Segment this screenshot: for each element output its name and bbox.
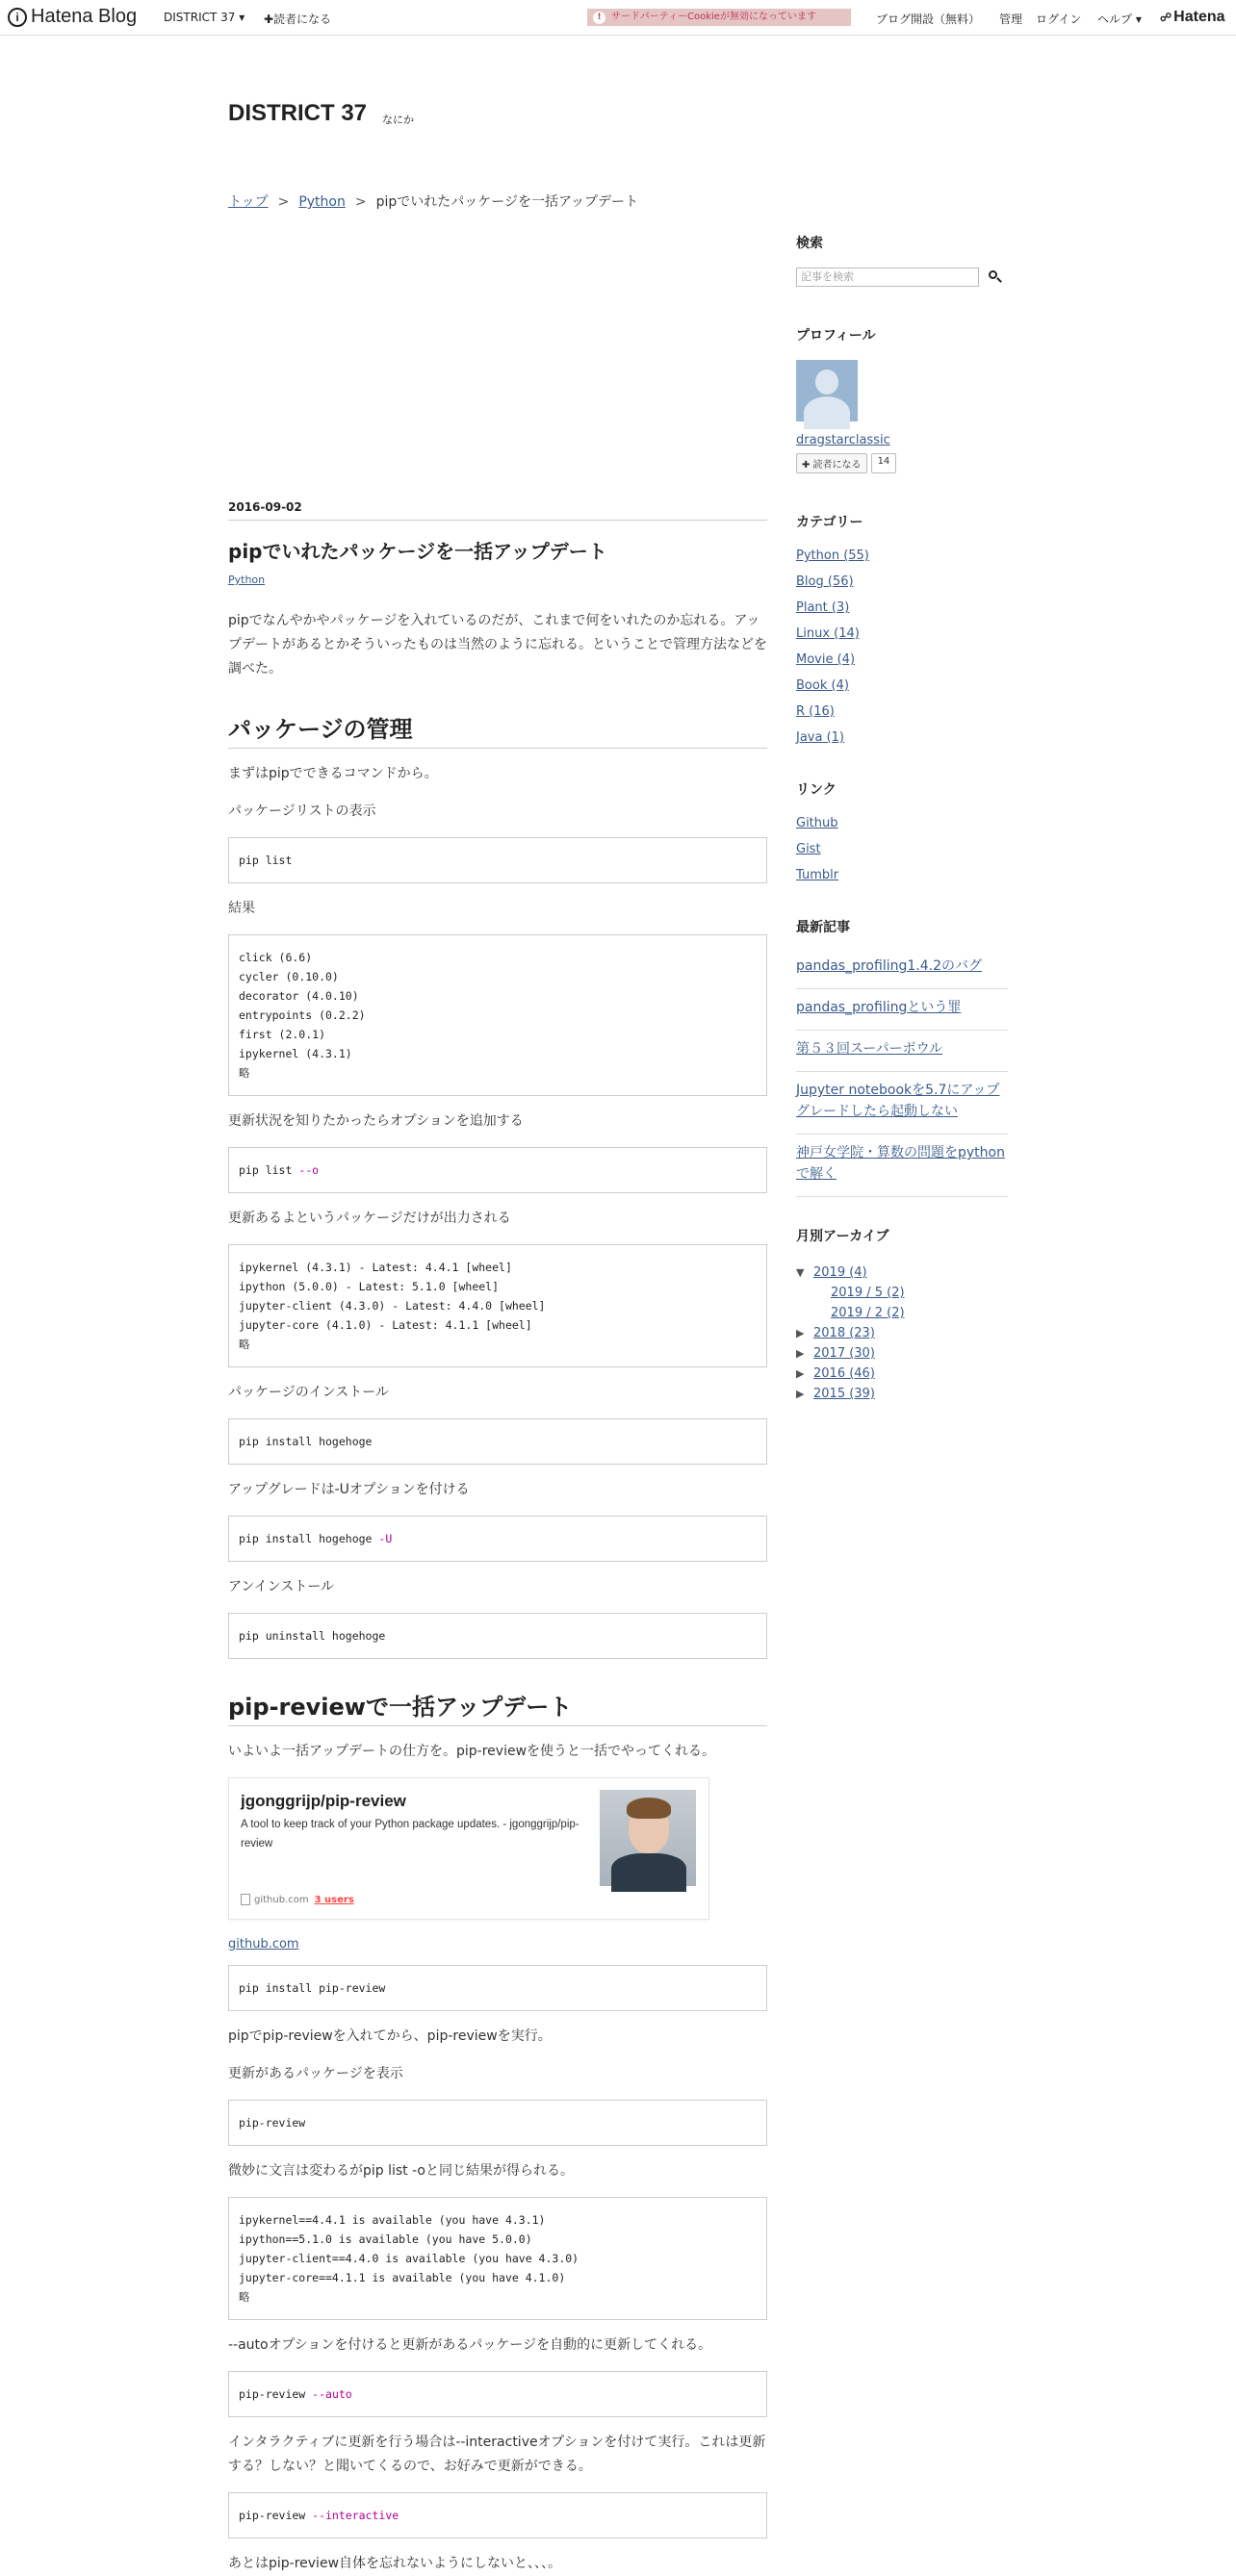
code-block: pip install hogehoge [228,1418,767,1465]
category-item[interactable]: Blog (56) [796,574,854,589]
blog-title[interactable]: DISTRICT 37 [228,100,368,126]
paragraph: pipでpip-reviewを入れてから、pip-reviewを実行。 [228,2028,552,2044]
link-item[interactable]: Github [796,816,838,830]
paragraph: 更新あるよというパッケージだけが出力される [228,1211,511,1226]
login-link[interactable]: ログイン [1036,13,1082,26]
bookmark-users[interactable]: 3 users [314,1894,354,1905]
link-title: リンク [796,782,837,798]
paragraph: パッケージのインストール [228,1385,390,1400]
code-block: pip-review [228,2100,767,2146]
entry-date[interactable]: 2016-09-02 [228,500,767,521]
category-item[interactable]: Java (1) [796,730,845,745]
card-footer [241,1894,354,1905]
archive-year[interactable]: 2017 (30) [813,1346,875,1361]
source-link[interactable]: github.com [228,1937,299,1951]
breadcrumb-current: pipでいれたパッケージを一括アップデート [375,194,638,210]
recent-item[interactable]: 第５３回スーパーボウル [796,1041,943,1057]
code-block: ipykernel==4.4.1 is available (you have 4.3.1) ipython==5.1.0 is available (you have 5.0.0) jupyter-client==4.4.0 is available (you have 4.3.0) jupyter-core==4.1.1 is available (you have 4.1.0) 略 [228,2197,767,2320]
hatena-logo-icon: i [8,8,27,27]
code-command: pip list [239,1163,299,1177]
code-block: ipykernel (4.3.1) - Latest: 4.4.1 [wheel] ipython (5.0.0) - Latest: 5.1.0 [wheel] jupyter-client (4.3.0) - Latest: 4.4.0 [wheel] jupyter-core (4.1.0) - Latest: 4.1.1 [wheel] 略 [228,1244,767,1367]
code-command: pip-review [239,2387,313,2401]
breadcrumb-top[interactable]: トップ [228,194,269,210]
code-block: pip install pip-review [228,1965,767,2011]
entry [228,500,767,2576]
avatar[interactable] [796,360,858,421]
link-item[interactable]: Gist [796,842,821,856]
recent-item[interactable]: Jupyter notebookを5.7にアップグレードしたら起動しない [796,1083,1000,1119]
sidebar [796,233,1008,1404]
paragraph: あとはpip-review自体を忘れないようにしないと、、、。 [228,2556,562,2571]
embed-card[interactable] [228,1777,709,1920]
collapse-triangle-icon[interactable]: ▶ [796,1388,805,1400]
code-block [228,1147,767,1193]
section-heading-manage: パッケージの管理 [228,710,767,749]
category-item[interactable]: Linux (14) [796,626,860,641]
code-option: --interactive [312,2509,399,2522]
code-option: --auto [312,2387,352,2401]
breadcrumb [228,191,638,211]
category-item[interactable]: Plant (3) [796,600,850,615]
section-heading-review: pip-reviewで一括アップデート [228,1688,767,1726]
recent-item[interactable]: 神戸女学院・算数の問題をpythonで解く [796,1145,1005,1182]
breadcrumb-separator: > [277,194,290,210]
profile-name[interactable]: dragstarclassic [796,433,890,447]
logo-text: Hatena Blog [31,6,138,27]
code-block [228,2371,767,2417]
archive-month[interactable]: 2019 / 2 (2) [831,1306,905,1320]
paragraph: 結果 [228,901,255,916]
card-title[interactable]: jgonggrijp/pip-review [241,1792,406,1810]
archive-year[interactable]: 2019 (4) [813,1265,867,1280]
link-item[interactable]: Tumblr [796,868,839,882]
recent-title: 最新記事 [796,920,850,935]
code-block: click (6.6) cycler (0.10.0) decorator (4.0.10) entrypoints (0.2.2) first (2.0.1) ipykernel (4.3.1) 略 [228,934,767,1096]
paragraph: アップグレードは-Uオプションを付ける [228,1482,470,1497]
hatena-mark-icon: ☍ [1160,11,1172,24]
favicon-icon [241,1894,250,1905]
code-block: pip uninstall hogehoge [228,1613,767,1659]
reader-count[interactable]: 14 [871,453,897,473]
warning-icon: ! [593,12,605,24]
subscribe-button[interactable]: ✚ 読者になる [796,453,867,473]
archive-title: 月別アーカイブ [796,1229,889,1244]
code-block [228,2492,767,2538]
search-title: 検索 [796,236,823,251]
code-command: pip-review [239,2509,313,2522]
archive-month[interactable]: 2019 / 5 (2) [831,1286,905,1300]
breadcrumb-category[interactable]: Python [298,194,346,210]
reader-widget [796,453,1008,473]
paragraph: 更新があるパッケージを表示 [228,2066,403,2081]
category-list [796,548,1008,745]
collapse-triangle-icon[interactable]: ▶ [796,1367,805,1380]
cookie-notice-text: サードパーティーCookieが無効になっています [611,12,816,22]
paragraph: --autoオプションを付けると更新があるパッケージを自動的に更新してくれる。 [228,2337,712,2353]
archive-year[interactable]: 2015 (39) [813,1387,875,1401]
admin-link[interactable]: 管理 [999,13,1023,26]
search-icon[interactable] [989,270,1002,284]
hatena-blog-logo[interactable] [8,6,137,28]
card-thumbnail[interactable] [600,1790,696,1886]
cookie-notice[interactable] [587,9,851,26]
search-box [796,268,1008,287]
subscribe-link[interactable]: ✚読者になる [264,13,332,26]
intro-paragraph: pipでなんやかやパッケージを入れているのだが、これまで何をいれたのか忘れる。アップデートがあるとかそういったものは当然のように忘れる。ということで管理方法などを調べた。 [228,613,767,676]
global-header [0,0,1236,36]
code-option: --o [298,1163,320,1177]
archive-year[interactable]: 2018 (23) [813,1326,875,1340]
code-block: pip list [228,837,767,883]
collapse-triangle-icon[interactable]: ▶ [796,1327,805,1339]
code-command: pip install hogehoge [239,1532,379,1545]
open-blog-link[interactable]: ブログ開設（無料） [876,13,981,26]
link-list [796,816,1008,882]
collapse-triangle-icon[interactable]: ▶ [796,1347,805,1360]
paragraph: インタラクティブに更新を行う場合は--interactiveオプションを付けて実行。これは更新する？しない？と聞いてくるので、お好みで更新ができる。 [228,2435,766,2474]
card-domain: github.com [254,1894,309,1905]
thumbnail-shirt [611,1853,686,1892]
paragraph: パッケージリストの表示 [228,803,376,819]
paragraph: 微妙に文言は変わるがpip list -oと同じ結果が得られる。 [228,2163,575,2179]
category-title: カテゴリー [796,515,863,530]
entry-title[interactable]: pipでいれたパッケージを一括アップデート [228,540,607,563]
category-item[interactable]: R (16) [796,704,835,719]
hatena-brand-text: Hatena [1173,9,1225,25]
category-item[interactable]: Movie (4) [796,652,856,667]
code-option: -U [378,1532,393,1545]
expand-triangle-icon[interactable]: ▼ [796,1266,805,1279]
hatena-brand[interactable] [1160,9,1225,26]
profile-title: プロフィール [796,328,876,344]
paragraph: アンインストール [228,1579,335,1594]
breadcrumb-separator: > [354,194,367,210]
entry-category[interactable]: Python [228,574,266,586]
recent-list [796,948,1008,1197]
blog-description: なにか [382,114,414,126]
recent-item[interactable]: pandas_profilingという罪 [796,1000,962,1015]
category-item[interactable]: Python (55) [796,548,869,563]
thumbnail-hair [627,1798,671,1819]
paragraph: いよいよ一括アップデートの仕方を。pip-reviewを使うと一括でやってくれる。 [228,1744,716,1759]
recent-item[interactable]: pandas_profiling1.4.2のバグ [796,958,982,974]
paragraph: 更新状況を知りたかったらオプションを追加する [228,1113,524,1129]
archive-list [796,1262,1008,1404]
blog-menu[interactable]: DISTRICT 37 ▾ [164,11,245,24]
category-item[interactable]: Book (4) [796,678,849,693]
help-menu[interactable]: ヘルプ ▾ [1097,13,1142,26]
card-description: A tool to keep track of your Python package updates. - jgonggrijp/pip-review [241,1819,579,1849]
paragraph: まずはpipでできるコマンドから。 [228,766,438,781]
search-input[interactable]: 記事を検索 [796,268,979,287]
archive-year[interactable]: 2016 (46) [813,1366,875,1381]
code-block [228,1516,767,1562]
